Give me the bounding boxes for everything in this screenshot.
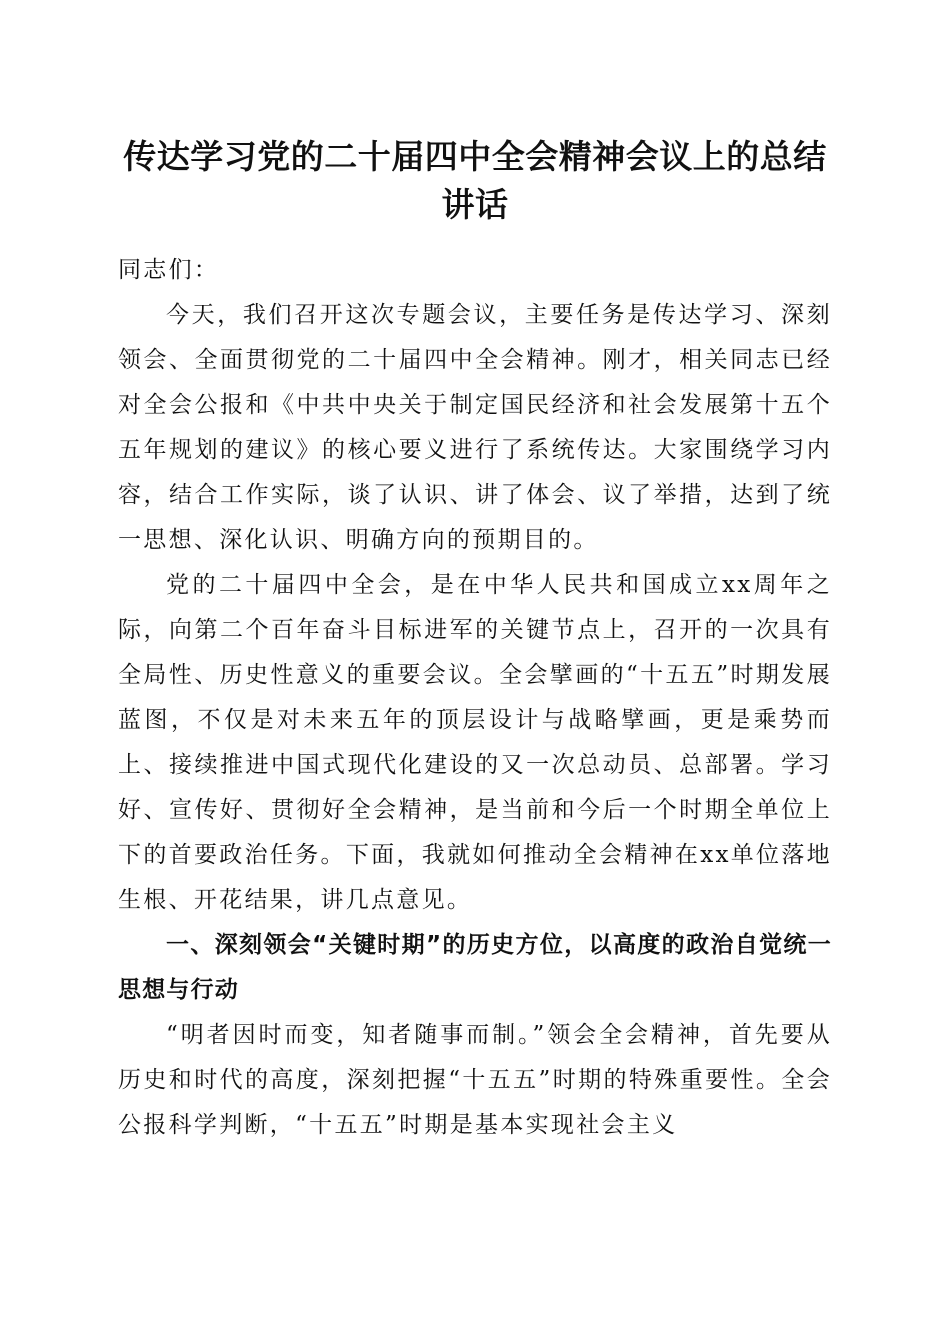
salutation: 同志们： <box>118 257 220 283</box>
document-body <box>118 248 832 1148</box>
paragraph-1: 今天，我们召开这次专题会议，主要任务是传达学习、深刻领会、全面贯彻党的二十届四中全会精神。刚才，相关同志已经对全会公报和《中共中央关于制定国民经济和社会发展第十五个五年规划的建议》的核心要义进行了系统传达。大家围绕学习内容，结合工作实际，谈了认识、讲了体会、议了举措，达到了统一思想、深化认识、明确方向的预期目的。 <box>118 302 832 553</box>
section-paragraph-1: “明者因时而变，知者随事而制。”领会全会精神，首先要从历史和时代的高度，深刻把握“十五五”时期的特殊重要性。全会公报科学判断，“十五五”时期是基本实现社会主义 <box>118 1022 832 1138</box>
paragraph-2: 党的二十届四中全会，是在中华人民共和国成立xx周年之际，向第二个百年奋斗目标进军的关键节点上，召开的一次具有全局性、历史性意义的重要会议。全会擘画的“十五五”时期发展蓝图，不仅是对未来五年的顶层设计与战略擘画，更是乘势而上、接续推进中国式现代化建设的又一次总动员、总部署。学习好、宣传好、贯彻好全会精神，是当前和今后一个时期全单位上下的首要政治任务。下面，我就如何推动全会精神在xx单位落地生根、开花结果，讲几点意见。 <box>118 572 832 913</box>
document-title: 传达学习党的二十届四中全会精神会议上的总结讲话 <box>123 137 827 224</box>
section-heading-1: 一、深刻领会“关键时期”的历史方位，以高度的政治自觉统一思想与行动 <box>118 932 832 1003</box>
